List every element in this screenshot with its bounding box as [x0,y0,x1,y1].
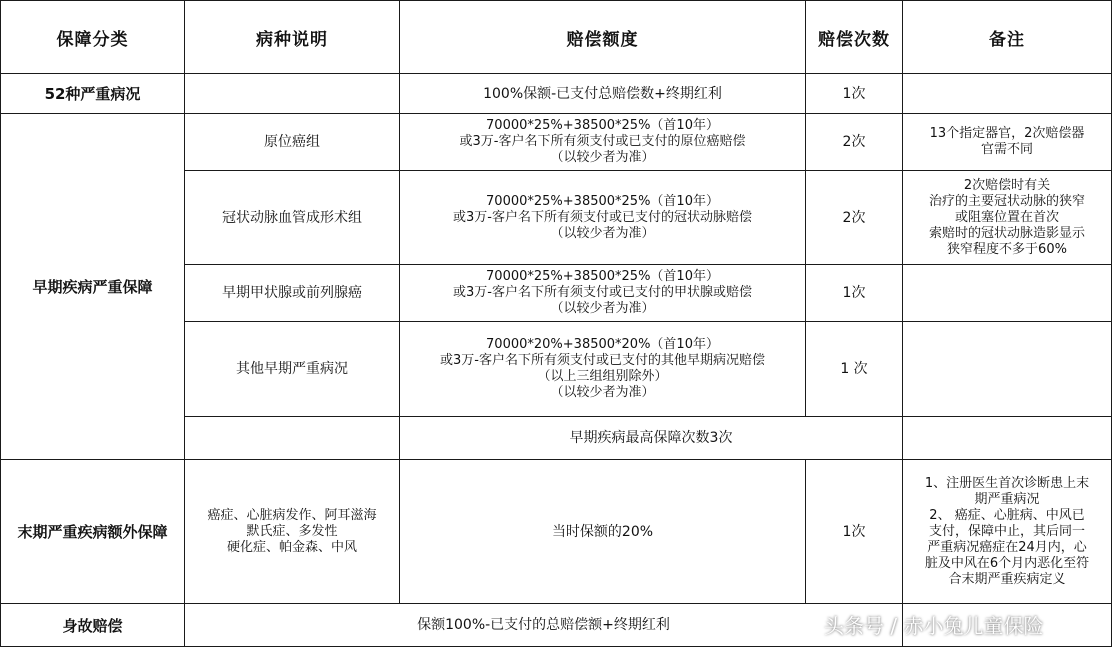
disease-early-3: 其他早期严重病况 [185,322,400,417]
header-amount: 赔偿额度 [400,1,806,74]
amount-early-3-line: 70000*20%+38500*20%（首10年） [486,337,719,352]
early-max-times: 早期疾病最高保障次数3次 [400,417,903,460]
amount-early-0-line: （以较少者为准） [550,150,655,165]
disease-terminal-line: 硬化症、帕金森、中风 [226,539,357,555]
notes-early-max [903,417,1112,460]
times-early-2: 1次 [806,265,903,322]
amount-early-1 [400,171,806,265]
notes-early-1-line: 或阻塞位置在首次 [954,209,1059,225]
disease-terminal [185,460,400,604]
category-terminal: 末期严重疾病额外保障 [1,460,185,604]
amount-early-3-line: 或3万-客户名下所有须支付或已支付的其他早期病况赔偿 [440,353,765,368]
notes-terminal-line: 脏及中风在6个月内恶化至符 [924,555,1090,571]
disease-early-2: 早期甲状腺或前列腺癌 [185,265,400,322]
notes-early-3 [903,322,1112,417]
times-early-3: 1 次 [806,322,903,417]
amount-terminal: 当时保额的20% [400,460,806,604]
notes-early-1-line: 索赔时的冠状动脉造影显示 [928,225,1085,241]
notes-early-0 [903,114,1112,171]
disease-early-1: 冠状动脉血管成形术组 [185,171,400,265]
header-disease: 病种说明 [185,1,400,74]
times-early-1: 2次 [806,171,903,265]
notes-severe52 [903,74,1112,114]
amount-early-1-line: （以较少者为准） [550,225,655,241]
disease-early-max [185,417,400,460]
amount-early-3-line: （以较少者为准） [550,385,655,400]
disease-early-0: 原位癌组 [185,114,400,171]
amount-early-3-line: （以上三组组别除外） [537,369,668,384]
amount-death: 保额100%-已支付的总赔偿额+终期红利 [185,604,903,647]
category-death: 身故赔偿 [1,604,185,647]
header-category: 保障分类 [1,1,185,74]
watermark: 头条号 / 赤小兔儿童保险 [824,614,1044,638]
header-row [1,1,1112,74]
disease-terminal-line: 默氏症、多发性 [246,523,338,539]
notes-early-1-line: 2次赔偿时有关 [963,177,1051,193]
notes-early-0-line: 13个指定器官，2次赔偿器 [929,126,1085,141]
amount-early-0 [400,114,806,171]
disease-terminal-line: 癌症、心脏病发作、阿耳滋海 [207,507,377,523]
notes-terminal [903,460,1112,604]
category-early: 早期疾病严重保障 [1,114,185,460]
row-early-carcinoma [1,114,1112,171]
row-terminal [1,460,1112,604]
notes-early-1 [903,171,1112,265]
notes-terminal-line: 2、 癌症、心脏病、中风已 [929,507,1085,523]
notes-terminal-line: 支付，保障中止，其后同一 [928,523,1085,539]
times-terminal: 1次 [806,460,903,604]
times-early-0: 2次 [806,114,903,171]
notes-terminal-line: 严重病况癌症在24月内，心 [927,539,1087,555]
amount-early-1-line: 70000*25%+38500*25%（首10年） [486,193,719,209]
amount-early-2-line: （以较少者为准） [550,301,655,316]
row-severe52 [1,74,1112,114]
notes-early-1-line: 治疗的主要冠状动脉的狭窄 [928,193,1085,209]
notes-early-2 [903,265,1112,322]
header-times: 赔偿次数 [806,1,903,74]
amount-early-2-line: 70000*25%+38500*25%（首10年） [486,269,719,284]
disease-severe52 [185,74,400,114]
amount-early-2-line: 或3万-客户名下所有须支付或已支付的甲状腺或赔偿 [453,285,752,300]
times-severe52: 1次 [806,74,903,114]
notes-early-0-line: 官需不同 [980,142,1033,157]
amount-early-3 [400,322,806,417]
amount-early-1-line: 或3万-客户名下所有须支付或已支付的冠状动脉赔偿 [453,209,752,225]
amount-early-0-line: 70000*25%+38500*25%（首10年） [486,118,719,133]
amount-early-0-line: 或3万-客户名下所有须支付或已支付的原位癌赔偿 [459,134,746,149]
notes-terminal-line: 期严重病况 [974,491,1040,507]
notes-early-1-line: 狭窄程度不多于60% [947,241,1067,257]
notes-terminal-line: 合末期严重疾病定义 [948,571,1066,587]
amount-severe52: 100%保额-已支付总赔偿数+终期红利 [400,74,806,114]
header-notes: 备注 [903,1,1112,74]
category-severe52: 52种严重病况 [1,74,185,114]
amount-early-2 [400,265,806,322]
notes-terminal-line: 1、注册医生首次诊断患上末 [924,475,1090,491]
